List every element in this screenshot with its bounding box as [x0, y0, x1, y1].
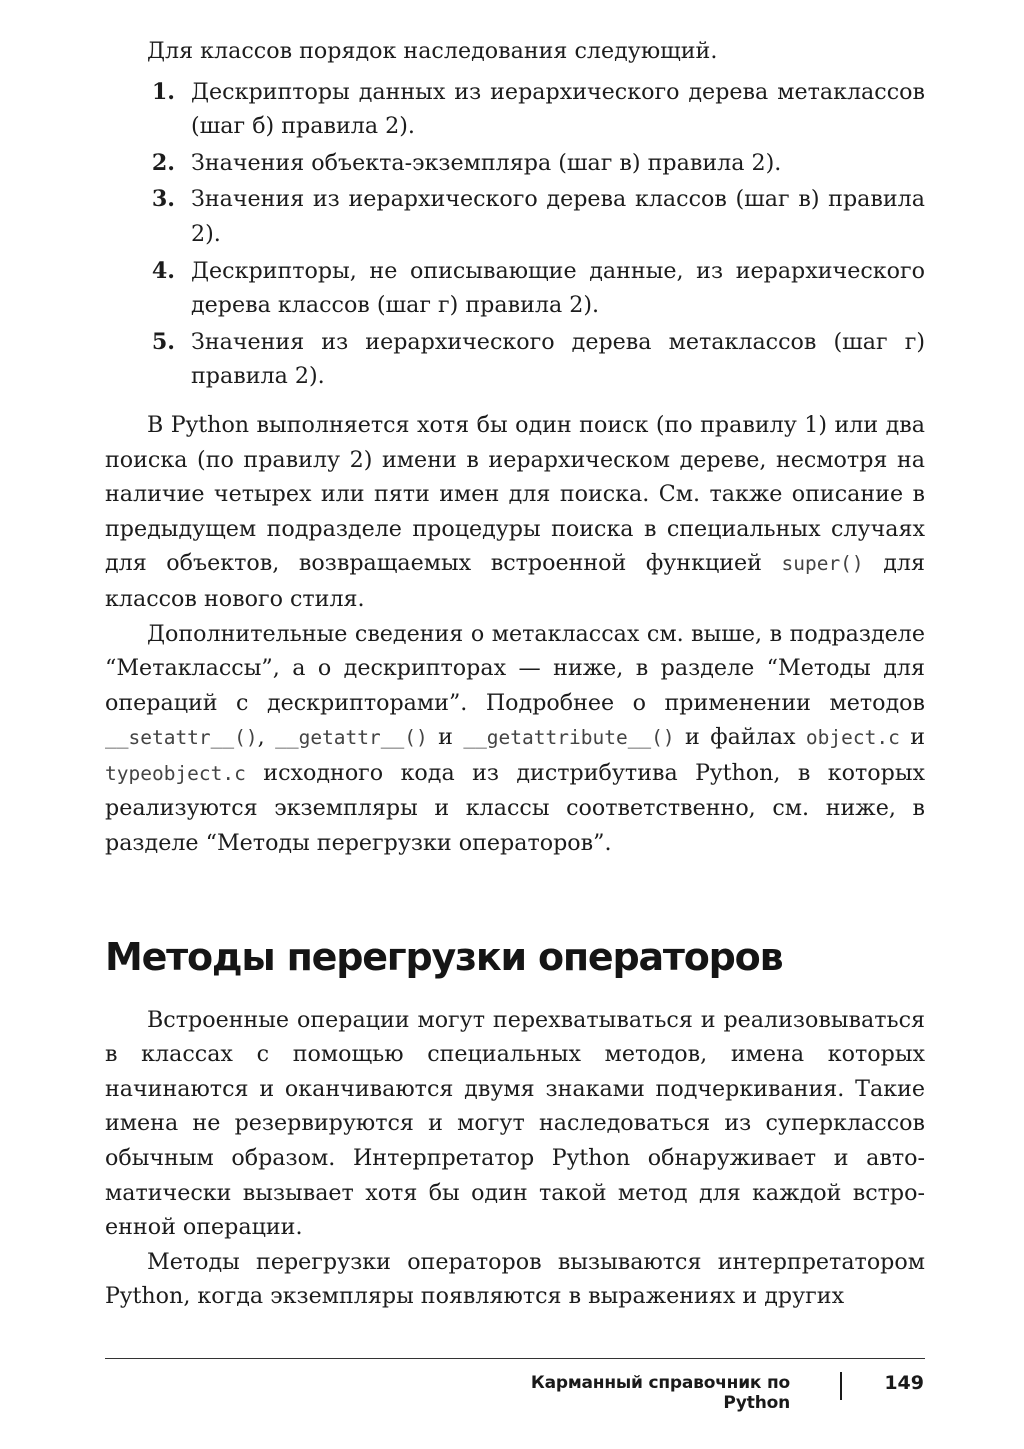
- paragraph-references: [105, 617, 925, 861]
- code-getattribute: __getattribute__(): [463, 726, 675, 750]
- text-run: Дополнительные сведения о метаклассах см. выше, в подразделе “Метаклассы”, а о дескрипторах — ниже, в разделе “Методы для операций с дескрипторами”. Подробнее о применении методов: [105, 620, 925, 716]
- list-item-number: 1.: [151, 78, 175, 105]
- list-item: [105, 75, 925, 144]
- text-run: и файлах: [674, 724, 806, 751]
- text-run: ,: [257, 724, 276, 751]
- footer-separator: [840, 1372, 842, 1400]
- footer-rule: [105, 1358, 925, 1359]
- intro-paragraph: Для классов порядок наследования следующий.: [147, 38, 718, 64]
- code-getattr: __getattr__(): [275, 726, 428, 750]
- list-item-text: Значения из иерархического дерева метаклассов (шаг г) правила 2).: [191, 328, 925, 390]
- code-super: super(): [781, 552, 864, 576]
- list-item-text: Дескрипторы, не описывающие данные, из иерархического дерева классов (шаг г) правила 2).: [191, 257, 925, 319]
- code-typeobject-c: typeobject.c: [105, 761, 246, 785]
- text-run: исходного кода из дистрибутива Python, в которых реализуются экземпляры и классы соответственно, см. ниже, в разделе “Методы перегрузки операторов”.: [105, 759, 925, 857]
- paragraph-lookup: [105, 408, 925, 617]
- list-item-number: 2.: [151, 149, 175, 176]
- paragraph-overload-methods: Методы перегрузки операторов вызываются интерпретатором Python, когда экземпляры появляются в выражениях и других: [105, 1248, 925, 1310]
- text-run: и: [899, 724, 926, 751]
- list-item-number: 5.: [151, 328, 175, 355]
- inheritance-order-list: [105, 75, 925, 394]
- page-body: [105, 34, 925, 1314]
- list-item-number: 4.: [151, 257, 175, 284]
- list-item: [105, 146, 925, 181]
- paragraph-builtin-ops: Встроенные операции могут перехватываться и реализовываться в классах с помощью специальных методов, имена которых начинаются и оканчиваются двумя знаками подчеркивания. Такие имена не резервируются и могут наследоваться из суперклассов обычным образом. Интерпретатор Python обнаруживает и автоматически вызывает хотя бы один такой метод для каждой встроенной операции.: [105, 1006, 925, 1241]
- text-run: для классов нового стиля.: [105, 550, 925, 612]
- page-number: 149: [884, 1372, 924, 1394]
- list-item-text: Значения объекта-экземпляра (шаг в) правила 2).: [191, 149, 782, 176]
- code-setattr: __setattr__(): [105, 726, 258, 750]
- section-heading: Методы перегрузки операторов: [105, 934, 783, 979]
- list-item-text: Значения из иерархического дерева классов (шаг в) правила 2).: [191, 186, 925, 247]
- code-object-c: object.c: [805, 726, 900, 750]
- list-item-text: Дескрипторы данных из иерархического дерева метаклассов (шаг б) правила 2).: [191, 78, 925, 140]
- list-item: [105, 325, 925, 394]
- text-run: и: [427, 724, 464, 751]
- list-item: [105, 254, 925, 323]
- footer-book-title: Карманный справочник по Python: [530, 1373, 790, 1413]
- list-item: [105, 182, 925, 251]
- list-item-number: 3.: [151, 186, 175, 213]
- text-run: В Python выполняется хотя бы один поиск (по правилу 1) или два поиска (по правилу 2) имени в иерархическом дереве, несмотря на наличие четырех или пяти имен для поиска. См. также описание в предыдущем подразделе процедуры поиска в специальных случаях для объектов, возвращаемых встроенной функцией: [105, 411, 925, 577]
